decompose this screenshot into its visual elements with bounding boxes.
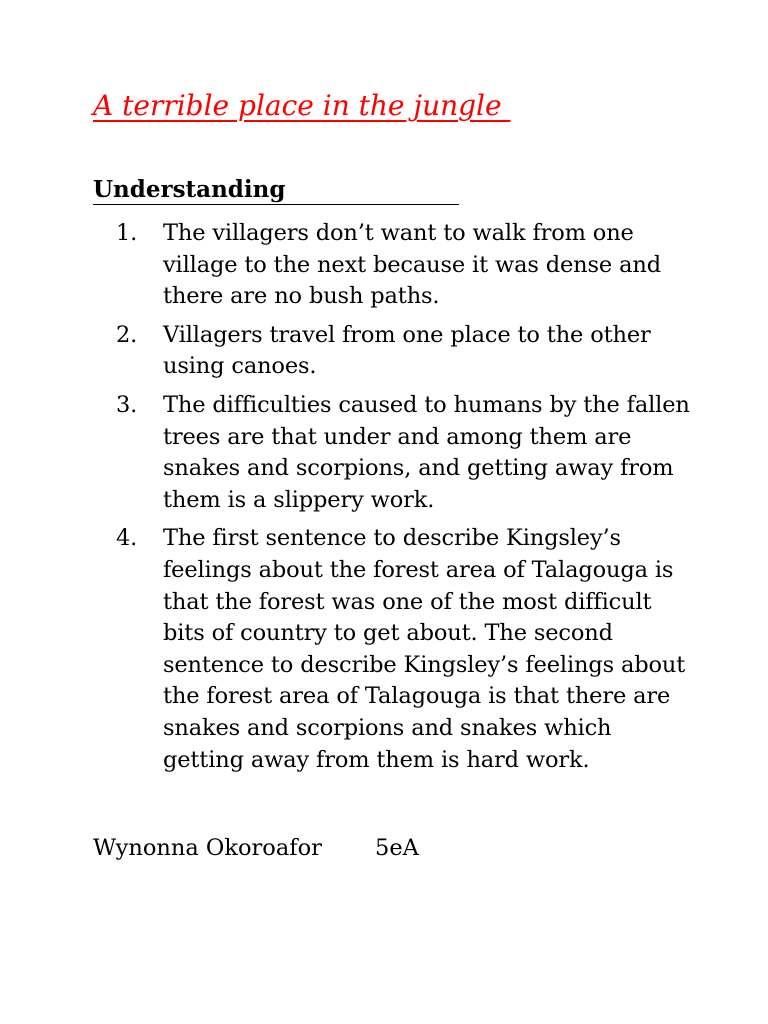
class-code: 5eA	[375, 835, 419, 861]
answer-item-3	[93, 390, 693, 516]
answer-text: The villagers don’t want to walk from one village to the next because it was dense and there are no bush paths.	[163, 220, 661, 310]
section-heading-understanding: Understanding	[93, 174, 459, 205]
answer-number: 4.	[116, 525, 138, 552]
answer-text: The difficulties caused to humans by the fallen trees are that under and among them are snakes and scorpions, and getting away from them is a slippery work.	[163, 391, 690, 513]
answer-item-1	[93, 218, 693, 313]
answers-list	[93, 218, 693, 783]
answer-item-2	[93, 320, 693, 383]
answer-number: 3.	[116, 391, 138, 418]
answer-number: 2.	[116, 321, 138, 348]
answer-number: 1.	[116, 220, 138, 246]
student-name: Wynonna Okoroafor	[93, 835, 322, 861]
answer-item-4	[93, 523, 693, 776]
signature-line	[93, 832, 419, 864]
document-title: A terrible place in the jungle	[93, 89, 511, 122]
answer-text: The first sentence to describe Kingsley’s feelings about the forest area of Talagouga is that the forest was one of the most difficult bits of country to get about. The second sentence to describe Kingsley’s feelings about the forest area of Talagouga is that there are snakes and scorpions and snakes which getting away from them is hard work.	[163, 525, 686, 773]
answer-text: Villagers travel from one place to the other using canoes.	[163, 321, 651, 380]
